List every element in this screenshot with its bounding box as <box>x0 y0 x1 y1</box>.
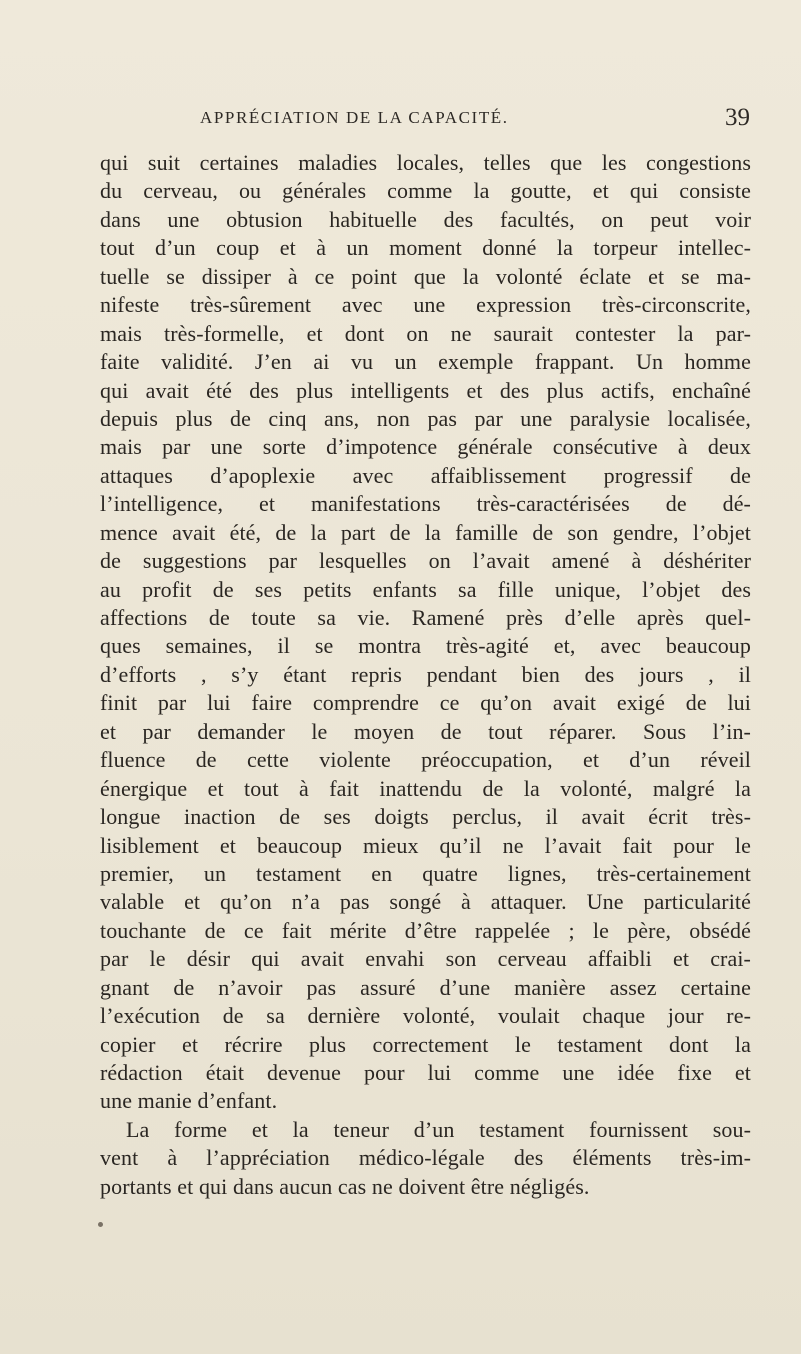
text-line: d’efforts , s’y étant repris pendant bien des jours , il <box>100 661 751 687</box>
text-line: tuelle se dissiper à ce point que la volonté éclate et se ma- <box>100 263 751 289</box>
text-line: mais très-formelle, et dont on ne saurait contester la par- <box>100 320 751 346</box>
text-line: faite validité. J’en ai vu un exemple frappant. Un homme <box>100 349 751 375</box>
body-text <box>100 149 751 1201</box>
text-line: finit par lui faire comprendre ce qu’on avait exigé de lui <box>100 690 751 716</box>
text-line: vent à l’appréciation médico-légale des éléments très-im- <box>100 1145 751 1171</box>
text-line: qui suit certaines maladies locales, telles que les congestions <box>100 150 751 175</box>
text-line: valable et qu’on n’a pas songé à attaquer. Une particularité <box>100 889 751 915</box>
paragraph-end-line: une manie d’enfant. <box>100 1088 278 1114</box>
text-line: mence avait été, de la part de la famille de son gendre, l’objet <box>100 519 751 545</box>
text-line: gnant de n’avoir pas assuré d’une manière assez certaine <box>100 974 751 1000</box>
text-line: nifeste très-sûrement avec une expression très-circonscrite, <box>100 292 751 318</box>
text-line: affections de toute sa vie. Ramené près d’elle après quel- <box>100 605 751 630</box>
text-line: dans une obtusion habituelle des facultés, on peut voir <box>100 206 751 232</box>
text-line: par le désir qui avait envahi son cerveau affaibli et crai- <box>100 946 751 972</box>
text-line: de suggestions par lesquelles on l’avait amené à déshériter <box>100 548 751 574</box>
text-line: copier et récrire plus correctement le testament dont la <box>100 1031 751 1057</box>
running-title: APPRÉCIATION DE LA CAPACITÉ. <box>200 108 509 127</box>
text-line: tout d’un coup et à un moment donné la torpeur intellec- <box>100 235 751 261</box>
text-line: depuis plus de cinq ans, non pas par une paralysie localisée, <box>100 405 751 431</box>
text-line: au profit de ses petits enfants sa fille unique, l’objet des <box>100 576 751 602</box>
text-line: du cerveau, ou générales comme la goutte, et qui consiste <box>100 178 751 204</box>
page-number: 39 <box>725 104 750 131</box>
text-line: énergique et tout à fait inattendu de la volonté, malgré la <box>100 775 751 801</box>
text-line: rédaction était devenue pour lui comme une idée fixe et <box>100 1060 751 1085</box>
text-line: premier, un testament en quatre lignes, très-certainement <box>100 860 751 886</box>
text-line: et par demander le moyen de tout réparer. Sous l’in- <box>100 718 751 744</box>
text-line: mais par une sorte d’impotence générale consécutive à deux <box>100 434 751 460</box>
text-line: touchante de ce fait mérite d’être rappelée ; le père, obsédé <box>100 917 751 943</box>
paragraph-start-line: La forme et la teneur d’un testament fournissent sou- <box>126 1116 751 1142</box>
text-line: fluence de cette violente préoccupation, et d’un réveil <box>100 747 751 773</box>
text-line: lisiblement et beaucoup mieux qu’il ne l’avait fait pour le <box>100 832 751 858</box>
text-line: attaques d’apoplexie avec affaiblissement progressif de <box>100 462 751 488</box>
running-head <box>130 104 750 138</box>
text-line: qui avait été des plus intelligents et des plus actifs, enchaîné <box>100 377 751 403</box>
text-line: ques semaines, il se montra très-agité et, avec beaucoup <box>100 633 751 659</box>
text-line: longue inaction de ses doigts perclus, il avait écrit très- <box>100 804 751 830</box>
text-line: l’intelligence, et manifestations très-caractérisées de dé- <box>100 491 751 517</box>
paragraph-end-line: portants et qui dans aucun cas ne doivent être négligés. <box>100 1173 590 1199</box>
text-line: l’exécution de sa dernière volonté, voulait chaque jour re- <box>100 1003 751 1029</box>
ink-speck <box>98 1222 103 1227</box>
